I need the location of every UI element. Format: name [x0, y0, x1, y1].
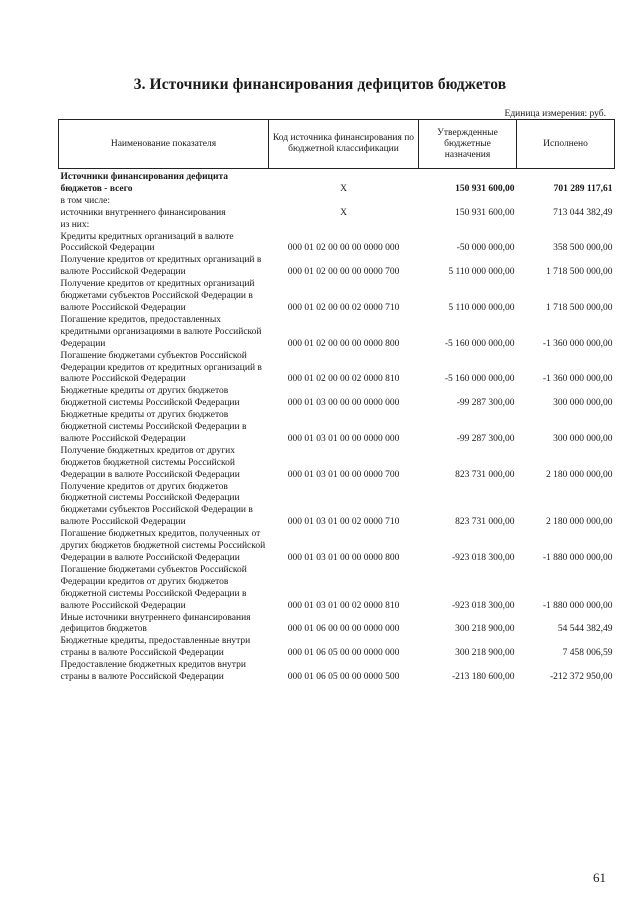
- cell-name: Бюджетные кредиты, предоставленные внутри страны в валюте Российской Федерации: [60, 636, 251, 659]
- cell-code: [269, 220, 419, 232]
- table-header-row: [59, 120, 615, 169]
- cell-executed: -1 880 000 000,00: [542, 600, 613, 611]
- cell-code: 000 01 03 01 00 02 0000 710: [287, 517, 400, 528]
- cell-code: 000 01 06 05 00 00 0000 000: [287, 648, 400, 659]
- header-approved: Утвержденные бюджетные назначения: [419, 120, 517, 169]
- cell-code: 000 01 02 00 00 02 0000 710: [287, 302, 400, 313]
- cell-executed: 358 500 000,00: [553, 243, 613, 254]
- cell-name: Иные источники внутреннего финансирования дефицитов бюджетов: [60, 612, 251, 635]
- cell-name: Получение кредитов от кредитных организаций бюджетами субъектов Российской Федерации в валюте Российской Федерации: [60, 279, 255, 313]
- cell-name: Предоставление бюджетных кредитов внутри страны в валюте Российской Федерации: [60, 660, 246, 683]
- cell-code: 000 01 03 01 00 02 0000 810: [287, 600, 400, 611]
- cell-executed: 1 718 500 000,00: [546, 267, 613, 278]
- cell-approved: 5 110 000 000,00: [448, 302, 515, 313]
- cell-name: Погашение кредитов, предоставленных кредитными организациями в валюте Российской Федерации: [60, 314, 262, 349]
- cell-approved: [419, 220, 517, 232]
- cell-name: Погашение бюджетами субъектов Российской Федерации кредитов от других бюджетов бюджетной системы Российской Федерации в валюте Российской Федерации: [60, 564, 247, 611]
- cell-approved: 150 931 600,00: [455, 207, 515, 218]
- cell-name: Источники финансирования дефицита бюджетов - всего: [60, 172, 229, 194]
- page-title: 3. Источники финансирования дефицитов бюджетов: [133, 76, 507, 93]
- table-row: [59, 220, 615, 232]
- cell-executed: -1 360 000 000,00: [542, 338, 613, 349]
- cell-name: Получение кредитов от кредитных организаций в валюте Российской Федерации: [60, 255, 262, 278]
- cell-name: Бюджетные кредиты от других бюджетов бюджетной системы Российской Федерации: [60, 386, 240, 409]
- cell-executed: -1 360 000 000,00: [542, 374, 613, 385]
- cell-code: 000 01 03 01 00 00 0000 000: [287, 433, 400, 444]
- cell-name: Кредиты кредитных организаций в валюте Российской Федерации: [60, 231, 234, 254]
- cell-approved: -923 018 300,00: [451, 553, 515, 563]
- cell-executed: 2 180 000 000,00: [546, 517, 613, 528]
- page-number: 61: [593, 870, 606, 885]
- cell-code: 000 01 06 05 00 00 0000 500: [287, 672, 400, 683]
- cell-code: 000 01 03 00 00 00 0000 000: [287, 398, 400, 409]
- cell-executed: [517, 220, 615, 232]
- cell-name: источники внутреннего финансирования: [60, 207, 226, 218]
- cell-executed: 2 180 000 000,00: [546, 469, 613, 480]
- cell-approved: -5 160 000 000,00: [444, 338, 515, 349]
- table-row: [59, 386, 615, 410]
- cell-approved: 823 731 000,00: [455, 517, 515, 528]
- cell-name: Получение бюджетных кредитов от других бюджетов бюджетной системы Российской Федерации в валюте Российской Федерации: [60, 445, 240, 480]
- cell-approved: 150 931 600,00: [455, 183, 515, 194]
- cell-name: Погашение бюджетами субъектов Российской Федерации кредитов от кредитных организаций в валюте Российской Федерации: [60, 350, 262, 385]
- table-row: [59, 169, 615, 196]
- table-row: [59, 351, 615, 387]
- unit-label: Единица измерения: руб.: [504, 109, 606, 119]
- cell-approved: -213 180 600,00: [451, 672, 515, 683]
- cell-name: Погашение бюджетных кредитов, полученных от других бюджетов бюджетной системы Российской Федерации в валюте Российской Федерации: [60, 529, 266, 563]
- cell-code: X: [340, 207, 347, 218]
- cell-approved: 300 218 900,00: [455, 648, 515, 659]
- table-row: [59, 636, 615, 660]
- cell-code: 000 01 03 01 00 00 0000 800: [287, 553, 400, 563]
- cell-code: 000 01 02 00 00 02 0000 810: [287, 374, 400, 385]
- cell-code: [269, 196, 419, 208]
- cell-name: из них:: [60, 219, 90, 230]
- cell-executed: [517, 196, 615, 208]
- cell-approved: 823 731 000,00: [455, 469, 515, 480]
- cell-executed: 54 544 382,49: [557, 624, 613, 635]
- cell-code: 000 01 03 01 00 00 0000 700: [287, 469, 400, 480]
- cell-approved: -99 287 300,00: [456, 433, 515, 444]
- header-code: Код источника финансирования по бюджетной классификации: [269, 120, 419, 169]
- cell-name: Получение кредитов от других бюджетов бюджетной системы Российской Федерации бюджетами субъектов Российской Федерации в валюте Российской Федерации: [60, 481, 253, 528]
- cell-executed: -212 372 950,00: [549, 672, 613, 683]
- table-row: [59, 315, 615, 351]
- cell-executed: 701 289 117,61: [553, 183, 613, 194]
- cell-name: Бюджетные кредиты от других бюджетов бюджетной системы Российской Федерации в валюте Российской Федерации: [60, 410, 247, 444]
- cell-approved: -50 000 000,00: [456, 243, 515, 254]
- cell-executed: 300 000 000,00: [553, 398, 613, 409]
- table-body: [59, 169, 615, 684]
- table-row: [59, 208, 615, 220]
- table-row: [59, 446, 615, 482]
- cell-executed: 7 458 006,59: [562, 648, 613, 659]
- table-row: [59, 232, 615, 256]
- cell-executed: -1 880 000 000,00: [542, 553, 613, 563]
- cell-approved: -99 287 300,00: [456, 398, 515, 409]
- cell-approved: -5 160 000 000,00: [444, 374, 515, 385]
- table-row: [59, 196, 615, 208]
- cell-approved: 5 110 000 000,00: [448, 267, 515, 278]
- table-row: [59, 660, 615, 684]
- cell-code: X: [340, 183, 347, 194]
- cell-executed: 713 044 382,49: [553, 207, 613, 218]
- cell-code: 000 01 06 00 00 00 0000 000: [287, 624, 400, 635]
- table-row: [59, 613, 615, 637]
- cell-approved: -923 018 300,00: [451, 600, 515, 611]
- cell-approved: 300 218 900,00: [455, 624, 515, 635]
- header-name: Наименование показателя: [59, 120, 269, 169]
- header-executed: Исполнено: [517, 120, 615, 169]
- cell-executed: 1 718 500 000,00: [546, 302, 613, 313]
- table-row: [59, 279, 615, 315]
- cell-code: 000 01 02 00 00 00 0000 700: [287, 267, 400, 278]
- financing-sources-table: [58, 119, 615, 684]
- cell-name: в том числе:: [60, 195, 111, 206]
- table-row: [59, 529, 615, 565]
- cell-code: 000 01 02 00 00 00 0000 000: [287, 243, 400, 254]
- cell-approved: [419, 196, 517, 208]
- cell-code: 000 01 02 00 00 00 0000 800: [287, 338, 400, 349]
- table-row: [59, 255, 615, 279]
- table-row: [59, 410, 615, 446]
- table-row: [59, 482, 615, 530]
- table-row: [59, 565, 615, 613]
- cell-executed: 300 000 000,00: [553, 433, 613, 444]
